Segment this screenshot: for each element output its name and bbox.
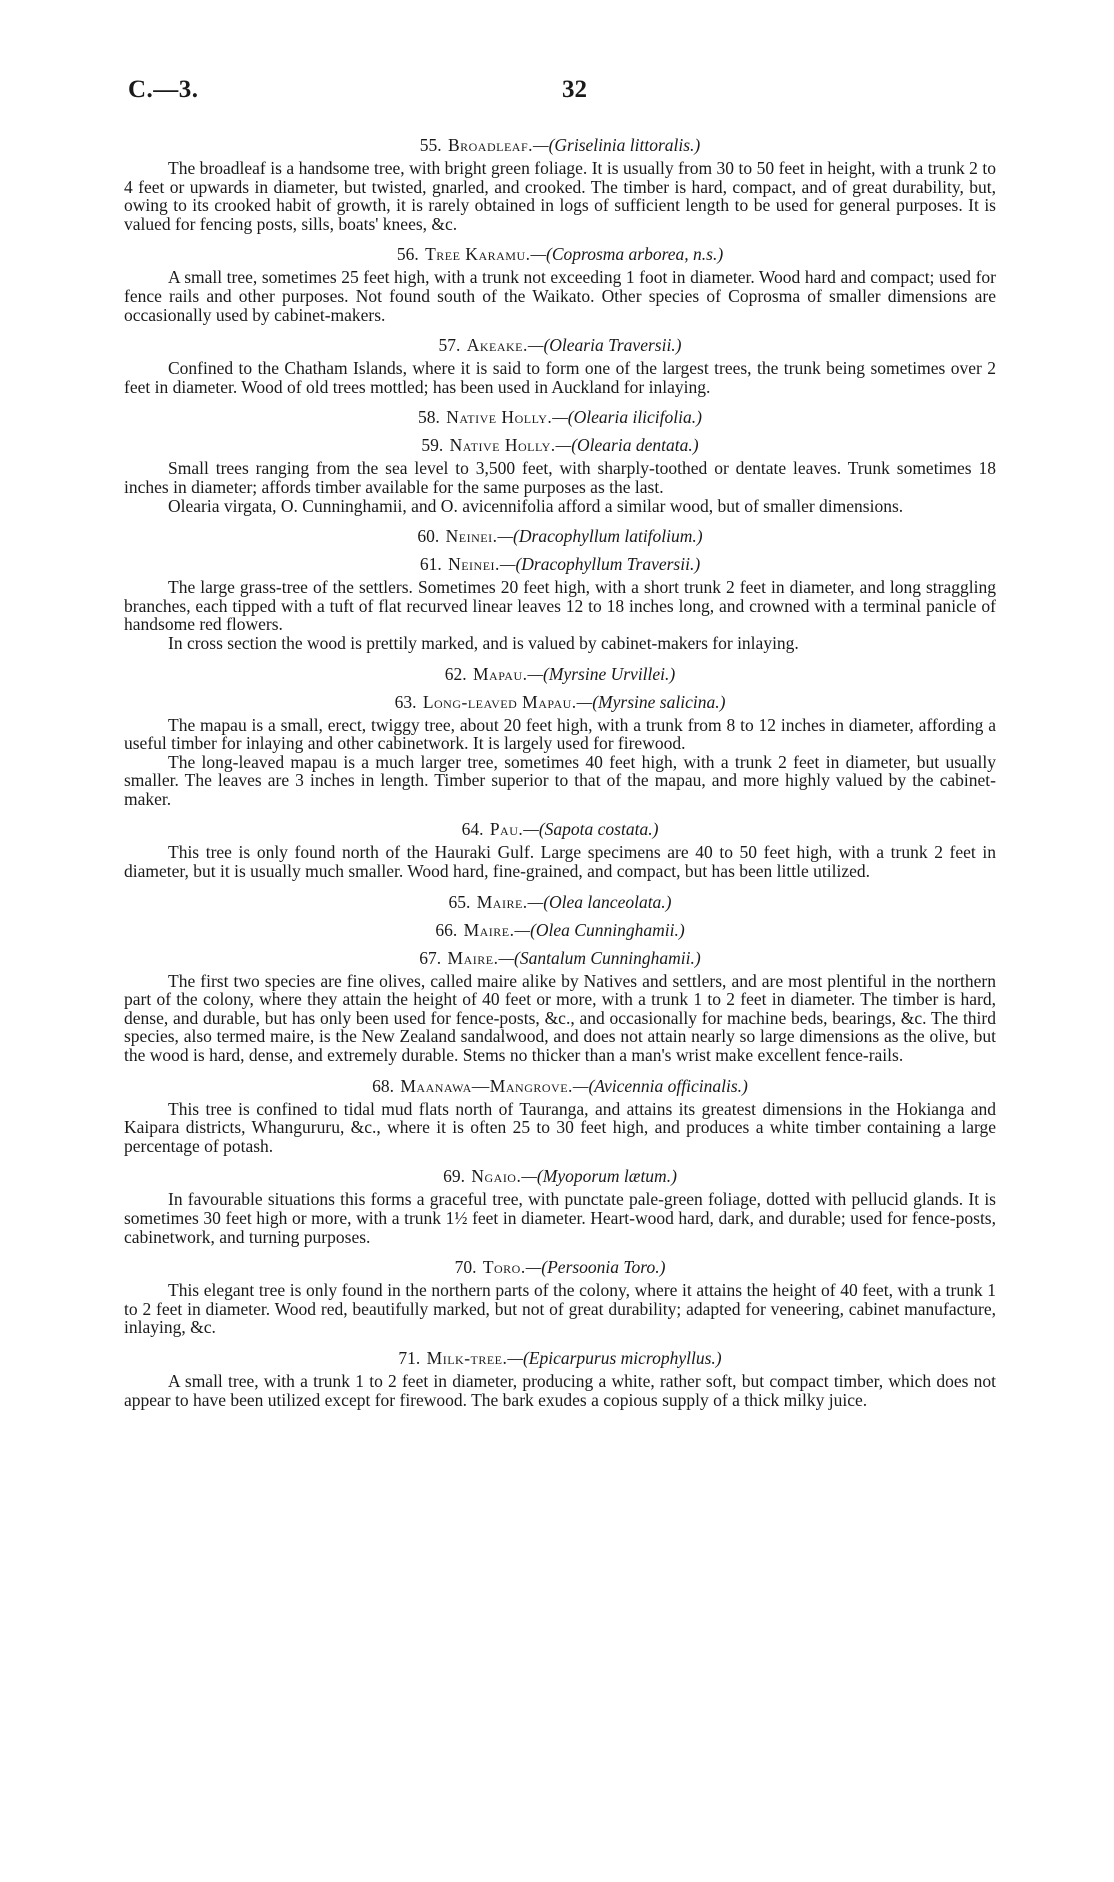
- species-description: In favourable situations this forms a graceful tree, with punctate pale-green foliage, dotted with pellucid glands. It is sometimes 30 feet high or more, with a trunk 1½ feet in diameter. Heart-wood hard, dark, and durable; used for fence-posts, cabinetwork, and turning purposes.: [124, 1189, 996, 1247]
- species-heading: [124, 1256, 996, 1278]
- species-heading: [124, 525, 996, 547]
- species-scientific-name: —(Dracophyllum Traversii.): [499, 554, 701, 575]
- species-heading: [124, 1075, 996, 1097]
- species-number: 66.: [435, 919, 458, 940]
- species-section: [124, 818, 996, 884]
- species-scientific-name: —(Myrsine salicina.): [576, 691, 726, 712]
- species-heading: [124, 818, 996, 840]
- species-heading: [124, 691, 996, 713]
- species-scientific-name: —(Olearia dentata.): [555, 435, 699, 456]
- species-number: 67.: [419, 947, 442, 968]
- species-common-name: Mapau.: [472, 663, 528, 684]
- species-heading: [124, 243, 996, 265]
- species-common-name: Neinei.: [448, 554, 500, 575]
- species-number: 61.: [419, 554, 442, 575]
- species-common-name: Toro.: [482, 1257, 526, 1278]
- species-scientific-name: —(Persoonia Toro.): [525, 1257, 666, 1278]
- species-section: [124, 1165, 996, 1250]
- species-common-name: Maire.: [447, 947, 499, 968]
- species-heading: [124, 434, 996, 456]
- species-common-name: Maanawa—Mangrove.: [400, 1075, 573, 1096]
- species-number: 56.: [396, 244, 419, 265]
- species-scientific-name: —(Dracophyllum latifolium.): [497, 526, 703, 547]
- species-scientific-name: —(Myoporum lætum.): [521, 1166, 677, 1187]
- species-common-name: Long-leaved Mapau.: [422, 691, 577, 712]
- species-description: The large grass-tree of the settlers. Sometimes 20 feet high, with a short trunk 2 feet in diameter, and long straggling branches, each tipped with a tuft of flat recurved linear leaves 12 to 18 inches long, and crowned with a terminal panicle of handsome red flowers.: [124, 577, 996, 635]
- species-scientific-name: —(Santalum Cunninghamii.): [498, 947, 701, 968]
- species-common-name: Akeake.: [466, 335, 528, 356]
- species-section: [124, 663, 996, 813]
- species-section: [124, 243, 996, 328]
- species-common-name: Ngaio.: [471, 1166, 522, 1187]
- species-number: 64.: [461, 819, 484, 840]
- species-number: 70.: [454, 1257, 477, 1278]
- species-section: [124, 1075, 996, 1160]
- species-description: In cross section the wood is prettily marked, and is valued by cabinet-makers for inlaying.: [168, 632, 799, 653]
- species-number: 60.: [417, 526, 440, 547]
- species-section: [124, 891, 996, 1069]
- species-section: [124, 334, 996, 400]
- species-description: This elegant tree is only found in the northern parts of the colony, where it attains the height of 40 feet, with a trunk 1 to 2 feet in diameter. Wood red, beautifully marked, but not of great durability; adapted for veneering, cabinet manufacture, inlaying, &c.: [124, 1280, 996, 1338]
- species-description: The mapau is a small, erect, twiggy tree, about 20 feet high, with a trunk from 8 to 12 inches in diameter, affording a useful timber for inlaying and other cabinetwork. It is largely used for firewood.: [124, 714, 996, 754]
- species-description: A small tree, sometimes 25 feet high, with a trunk not exceeding 1 foot in diameter. Wood hard and compact; used for fence rails and other purposes. Not found south of the Waikato. Other species of Coprosma of smaller dimensions are occasionally used by cabinet-makers.: [124, 267, 996, 325]
- species-section: [124, 1256, 996, 1341]
- species-common-name: Maire.: [463, 919, 515, 940]
- species-heading: [124, 334, 996, 356]
- species-description: The broadleaf is a handsome tree, with bright green foliage. It is usually from 30 to 50 feet in height, with a trunk 2 to 4 feet or upwards in diameter, but twisted, gnarled, and crooked. The timber is hard, compact, and of great durability, but, owing to its crooked habit of growth, it is rarely obtained in logs of sufficient length to be used for general purposes. It is valued for fencing posts, sills, boats' knees, &c.: [124, 158, 996, 234]
- species-number: 58.: [418, 407, 440, 428]
- species-description: This tree is confined to tidal mud flats north of Tauranga, and attains its greatest dimensions in the Hokianga and Kaipara districts, Whangururu, &c., where it is often 25 to 30 feet high, and produces a white timber containing a large percentage of potash.: [124, 1098, 996, 1156]
- species-common-name: Broadleaf.: [447, 135, 534, 155]
- species-description: A small tree, with a trunk 1 to 2 feet in diameter, producing a white, rather soft, but compact timber, which does not appear to have been utilized except for firewood. The bark exudes a copious supply of a thick milky juice.: [124, 1370, 996, 1410]
- species-common-name: Native Holly.: [449, 435, 556, 456]
- species-number: 63.: [394, 691, 417, 712]
- species-number: 68.: [372, 1075, 394, 1096]
- species-number: 59.: [421, 435, 444, 456]
- species-common-name: Tree Karamu.: [425, 244, 531, 265]
- species-section: [124, 134, 996, 237]
- species-heading: [124, 553, 996, 575]
- species-scientific-name: —(Olearia Traversii.): [527, 335, 682, 356]
- species-section: [124, 406, 996, 519]
- species-scientific-name: —(Griselinia littoralis.): [533, 135, 701, 155]
- species-common-name: Native Holly.: [446, 407, 553, 428]
- species-scientific-name: —(Olea lanceolata.): [527, 891, 672, 912]
- species-heading: [124, 891, 996, 913]
- species-scientific-name: —(Myrsine Urvillei.): [527, 663, 676, 684]
- species-section: [124, 1347, 996, 1413]
- species-heading: [124, 663, 996, 685]
- species-number: 69.: [443, 1166, 465, 1187]
- species-description: Olearia virgata, O. Cunninghamii, and O. avicennifolia afford a similar wood, but of smaller dimensions.: [168, 495, 904, 516]
- species-scientific-name: —(Olea Cunninghamii.): [514, 919, 685, 940]
- page-body: [124, 128, 996, 1413]
- species-common-name: Neinei.: [445, 526, 498, 547]
- species-number: 62.: [444, 663, 467, 684]
- species-heading: [124, 947, 996, 969]
- species-heading: [124, 134, 996, 156]
- species-scientific-name: —(Avicennia officinalis.): [572, 1075, 748, 1096]
- species-section: [124, 525, 996, 656]
- species-scientific-name: —(Sapota costata.): [523, 819, 659, 840]
- species-common-name: Maire.: [476, 891, 528, 912]
- species-number: 71.: [398, 1347, 421, 1368]
- species-heading: [124, 919, 996, 941]
- species-description: The long-leaved mapau is a much larger tree, sometimes 40 feet high, with a trunk 2 feet in diameter, but usually smaller. The leaves are 3 inches in length. Timber superior to that of the mapau, and more highly valued by the cabinet-maker.: [124, 751, 996, 809]
- species-scientific-name: —(Olearia ilicifolia.): [552, 407, 702, 428]
- species-number: 65.: [448, 891, 471, 912]
- species-heading: [124, 1165, 996, 1187]
- page-number: 32: [562, 76, 587, 103]
- species-common-name: Pau.: [489, 819, 524, 840]
- species-description: The first two species are fine olives, called maire alike by Natives and settlers, and are most plentiful in the northern part of the colony, where they attain the height of 40 feet or more, with a trunk 1 to 2 feet in diameter. The timber is hard, dense, and durable, but has only been used for fence-posts, &c., and occasionally for machine beds, bearings, &c. The third species, also termed maire, is the New Zealand sandalwood, and does not attain nearly so large dimensions as the olive, but the wood is hard, dense, and extremely durable. Stems no thicker than a man's wrist make excellent fence-rails.: [124, 970, 996, 1066]
- species-common-name: Milk-tree.: [426, 1347, 508, 1368]
- species-description: This tree is only found north of the Hauraki Gulf. Large specimens are 40 to 50 feet high, with a trunk 2 feet in diameter, but it is usually much smaller. Wood hard, fine-grained, and compact, but has been little utilized.: [124, 842, 996, 882]
- species-description: Confined to the Chatham Islands, where it is said to form one of the largest trees, the trunk being sometimes over 2 feet in diameter. Wood of old trees mottled; has been used in Auckland for inlaying.: [124, 358, 996, 397]
- species-description: Small trees ranging from the sea level to 3,500 feet, with sharply-toothed or dentate leaves. Trunk sometimes 18 inches in diameter; affords timber available for the same purposes as the last.: [124, 458, 996, 497]
- document-reference: C.—3.: [128, 76, 199, 103]
- species-scientific-name: —(Coprosma arborea, n.s.): [530, 244, 724, 265]
- species-number: 57.: [438, 335, 461, 356]
- species-heading: [124, 406, 996, 428]
- page-header: [128, 76, 988, 116]
- species-number: 55.: [419, 135, 442, 155]
- species-heading: [124, 1347, 996, 1369]
- species-scientific-name: —(Epicarpurus microphyllus.): [507, 1347, 722, 1368]
